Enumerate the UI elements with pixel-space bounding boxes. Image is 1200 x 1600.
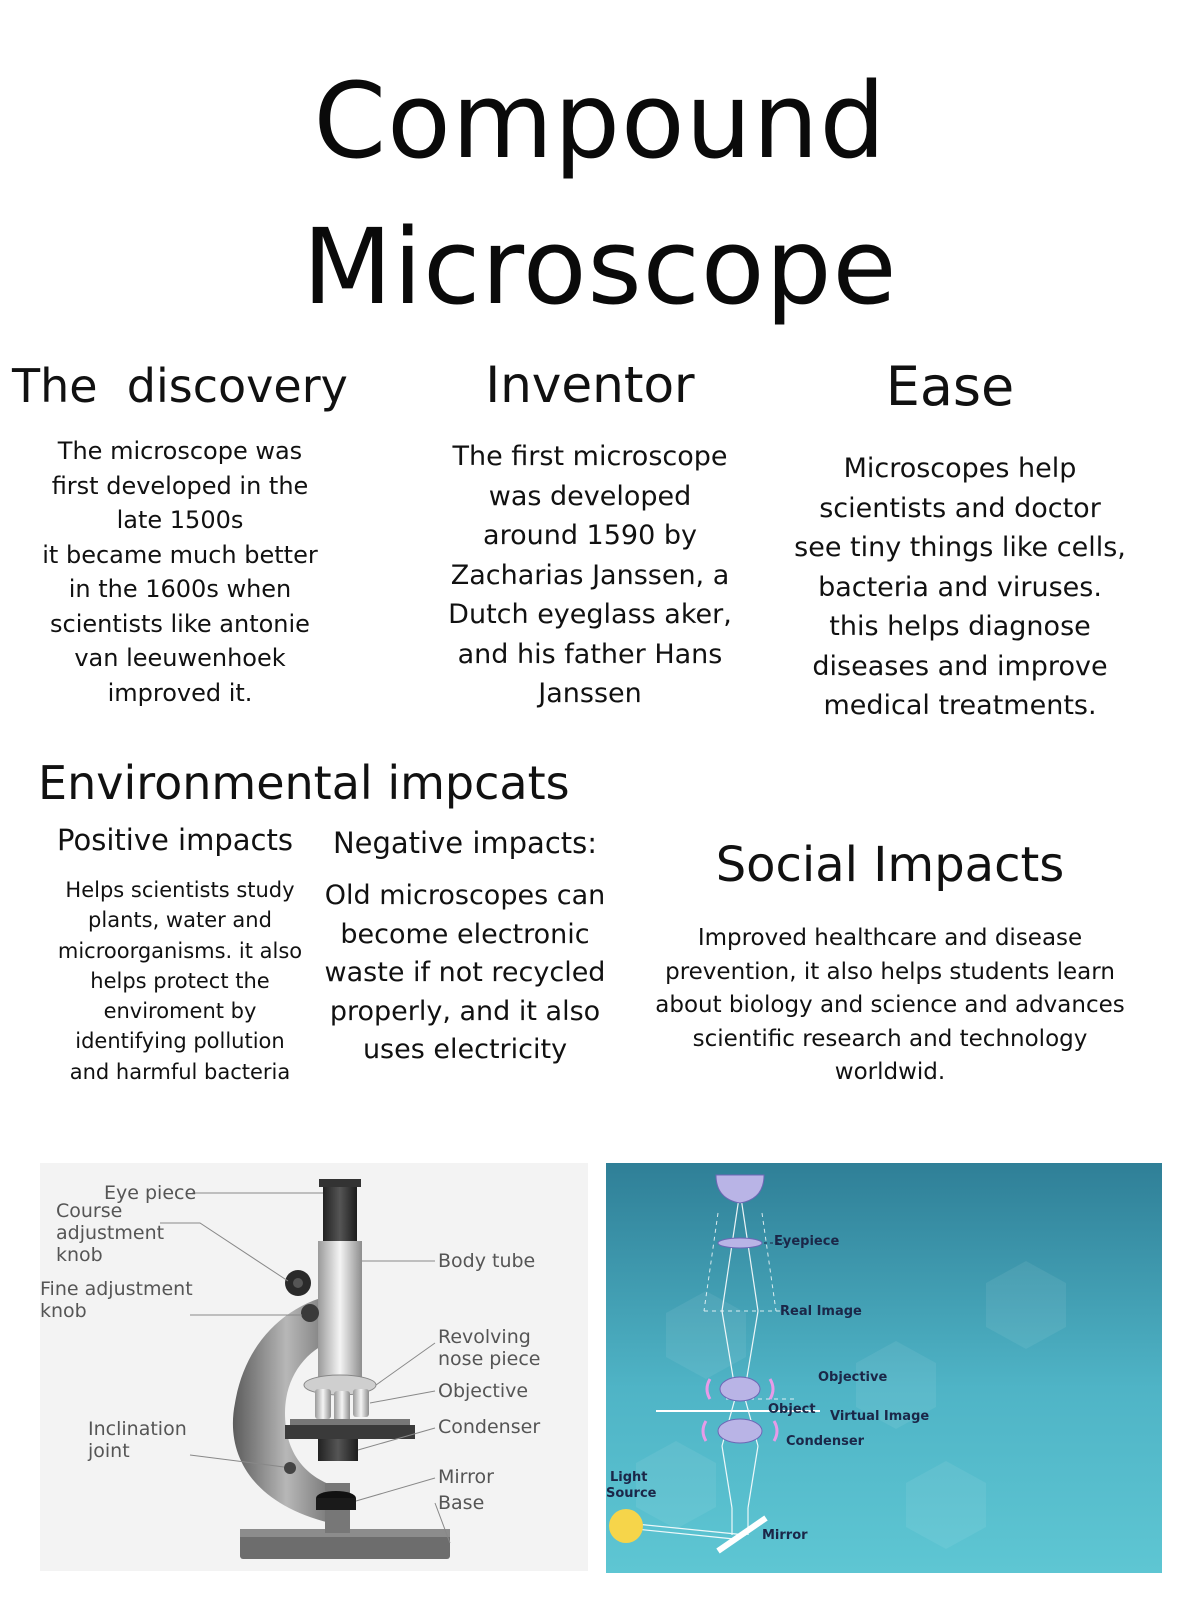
- condenser-lens-shape: [718, 1419, 762, 1443]
- title-line-1: Compound: [313, 60, 887, 182]
- microscope-diagram: [40, 1163, 588, 1571]
- mirror-line-shape: [718, 1518, 766, 1551]
- label-base: Base: [438, 1492, 485, 1514]
- inventor-text: The first microscope was developed around 1590 by Zacharias Janssen, a Dutch eyeglass aker, and his father Hans Janssen: [448, 441, 732, 709]
- social-impacts-text: Improved healthcare and disease prevention, it also helps students learn about biology and science and advances scientific research and technology worldwid.: [655, 925, 1125, 1085]
- ease-heading: Ease: [885, 355, 1015, 418]
- environmental-heading: Environmental impcats: [38, 756, 570, 810]
- body-tube-shape: [318, 1241, 362, 1381]
- objective-shape-1: [315, 1389, 331, 1419]
- label-object: Object: [768, 1402, 816, 1417]
- eyepiece-shape: [323, 1181, 357, 1241]
- label-revolving-nose-piece: Revolving nose piece: [438, 1326, 541, 1370]
- positive-impacts-text: Helps scientists study plants, water and microorganisms. it also helps protect the enviroment by identifying pollution and harmful bacteria: [57, 878, 303, 1084]
- eyepiece-lens-shape: [718, 1238, 762, 1248]
- label-light-source: Light Source: [606, 1470, 657, 1501]
- page-title: [0, 48, 1200, 340]
- stage-shape: [285, 1425, 415, 1439]
- label-virtual-image: Virtual Image: [830, 1409, 930, 1424]
- label-objective: Objective: [438, 1380, 529, 1402]
- discovery-text: The microscope was first developed in the late 1500s it became much better in the 1600s when scientists like antonie van leeuwenhoek improved it.: [42, 437, 318, 707]
- label-objective-optics: Objective: [818, 1370, 888, 1385]
- condenser-shape: [318, 1439, 358, 1461]
- label-inclination-joint: Inclination joint: [88, 1418, 187, 1462]
- inclination-joint-shape: [284, 1462, 296, 1474]
- light-source-shape: [609, 1509, 643, 1543]
- objective-shape-3: [353, 1389, 369, 1417]
- ray-diagram: [606, 1163, 1162, 1573]
- fine-knob-shape: [301, 1304, 319, 1322]
- microscope-illustration: [40, 1163, 588, 1571]
- label-mirror: Mirror: [438, 1466, 494, 1488]
- social-impacts-heading: Social Impacts: [715, 837, 1065, 893]
- negative-impacts-heading: Negative impacts:: [332, 826, 598, 860]
- label-course-adjustment-knob: Course adjustment knob: [56, 1200, 165, 1266]
- discovery-heading: The discovery: [12, 359, 348, 413]
- positive-impacts-heading: Positive impacts: [57, 823, 293, 857]
- label-real-image: Real Image: [780, 1304, 862, 1319]
- label-mirror-optics: Mirror: [762, 1528, 808, 1543]
- label-body-tube: Body tube: [438, 1250, 536, 1272]
- label-fine-adjustment-knob: Fine adjustment knob: [40, 1278, 193, 1322]
- label-condenser: Condenser: [438, 1416, 541, 1438]
- label-eyepiece: Eyepiece: [774, 1234, 840, 1249]
- objective-lens-shape: [720, 1377, 760, 1401]
- negative-impacts-text: Old microscopes can become electronic waste if not recycled properly, and it also uses electricity: [324, 880, 606, 1066]
- optics-diagram: [606, 1163, 1162, 1573]
- inventor-heading: Inventor: [485, 356, 695, 414]
- title-line-2: Microscope: [302, 206, 898, 328]
- ease-text: Microscopes help scientists and doctor see tiny things like cells, bacteria and viruses. this helps diagnose diseases and improve medical treatments.: [794, 453, 1126, 721]
- label-eye-piece: Eye piece: [104, 1182, 197, 1204]
- label-condenser-optics: Condenser: [786, 1434, 865, 1449]
- eye-lens-shape: [716, 1175, 764, 1203]
